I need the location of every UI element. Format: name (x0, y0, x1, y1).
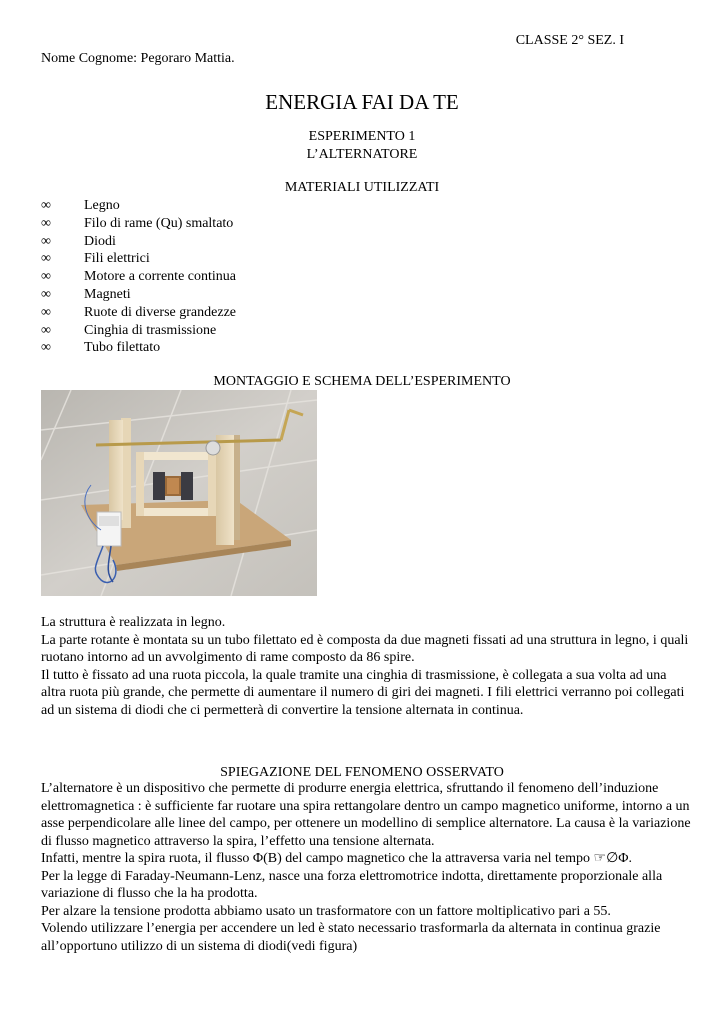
material-label: Fili elettrici (84, 251, 150, 267)
infinity-bullet-icon: ∞ (41, 304, 51, 320)
material-label: Diodi (84, 233, 116, 249)
infinity-bullet-icon: ∞ (41, 251, 51, 267)
assembly-description (41, 614, 691, 719)
student-name: Nome Cognome: Pegoraro Mattia. (41, 51, 235, 66)
materials-heading: MATERIALI UTILIZZATI (284, 180, 440, 195)
assembly-heading: MONTAGGIO E SCHEMA DELL’ESPERIMENTO (213, 374, 511, 389)
experiment-number: ESPERIMENTO 1 (308, 129, 416, 144)
alternator-photo (41, 390, 317, 596)
material-label: Magneti (84, 286, 131, 302)
paragraph: Volendo utilizzare l’energia per accendere un led è stato necessario trasformarla da alternata in continua grazie all’opportuno utilizzo di un sistema di diodi(vedi figura) (41, 921, 661, 954)
infinity-bullet-icon: ∞ (41, 198, 51, 213)
paragraph: Per la legge di Faraday-Neumann-Lenz, nasce una forza elettromotrice indotta, direttamente proporzionale alla variazione di flusso che la ha prodotta. (41, 868, 663, 901)
paragraph: La struttura è realizzata in legno. (41, 615, 226, 630)
material-label: Motore a corrente continua (84, 269, 236, 285)
paragraph: Per alzare la tensione prodotta abbiamo usato un trasformatore con un fattore moltiplicativo pari a 55. (41, 903, 611, 919)
material-label: Tubo filettato (84, 340, 161, 356)
experiment-name: L’ALTERNATORE (306, 147, 418, 162)
explanation-text (41, 780, 691, 955)
class-section: CLASSE 2° SEZ. I (515, 33, 624, 48)
infinity-bullet-icon: ∞ (41, 286, 51, 302)
material-label: Ruote di diverse grandezze (84, 304, 236, 320)
document-title: ENERGIA FAI DA TE (265, 90, 459, 114)
infinity-bullet-icon: ∞ (41, 215, 51, 231)
paragraph: La parte rotante è montata su un tubo filettato ed è composta da due magneti fissati ad una struttura in legno, i quali ruotano intorno ad un avvolgimento di rame composto da 86 spire. (41, 632, 689, 665)
paragraph: Il tutto è fissato ad una ruota piccola, la quale tramite una cinghia di trasmissione, è collegata a sua volta ad una altra ruota più grande, che permette di aumentare il numero di giri dei magneti. I fili elettrici verranno poi collegati ad un sistema di diodi che ci permetterà di convertire la tensione alternata in continua. (41, 667, 685, 718)
infinity-bullet-icon: ∞ (41, 269, 51, 285)
paragraph: Infatti, mentre la spira ruota, il flusso Φ(B) del campo magnetico che la attraversa varia nel tempo ☞∅Φ. (41, 851, 633, 866)
infinity-bullet-icon: ∞ (41, 340, 51, 356)
explanation-heading: SPIEGAZIONE DEL FENOMENO OSSERVATO (220, 765, 504, 780)
paragraph: L’alternatore è un dispositivo che permette di produrre energia elettrica, sfruttando il fenomeno dell’induzione elettromagnetica : è sufficiente far ruotare una spira rettangolare dentro un campo magnetico uniforme, intorno a un asse perpendicolare alle linee del campo, per ottenere un modellino di semplice alternatore. La causa è la variazione di flusso magnetico attraverso la spira, l’effetto una tensione alternata. (41, 781, 691, 849)
material-label: Legno (84, 198, 120, 213)
material-label: Cinghia di trasmissione (84, 322, 217, 338)
infinity-bullet-icon: ∞ (41, 233, 51, 249)
material-label: Filo di rame (Qu) smaltato (84, 215, 234, 231)
infinity-bullet-icon: ∞ (41, 322, 51, 338)
